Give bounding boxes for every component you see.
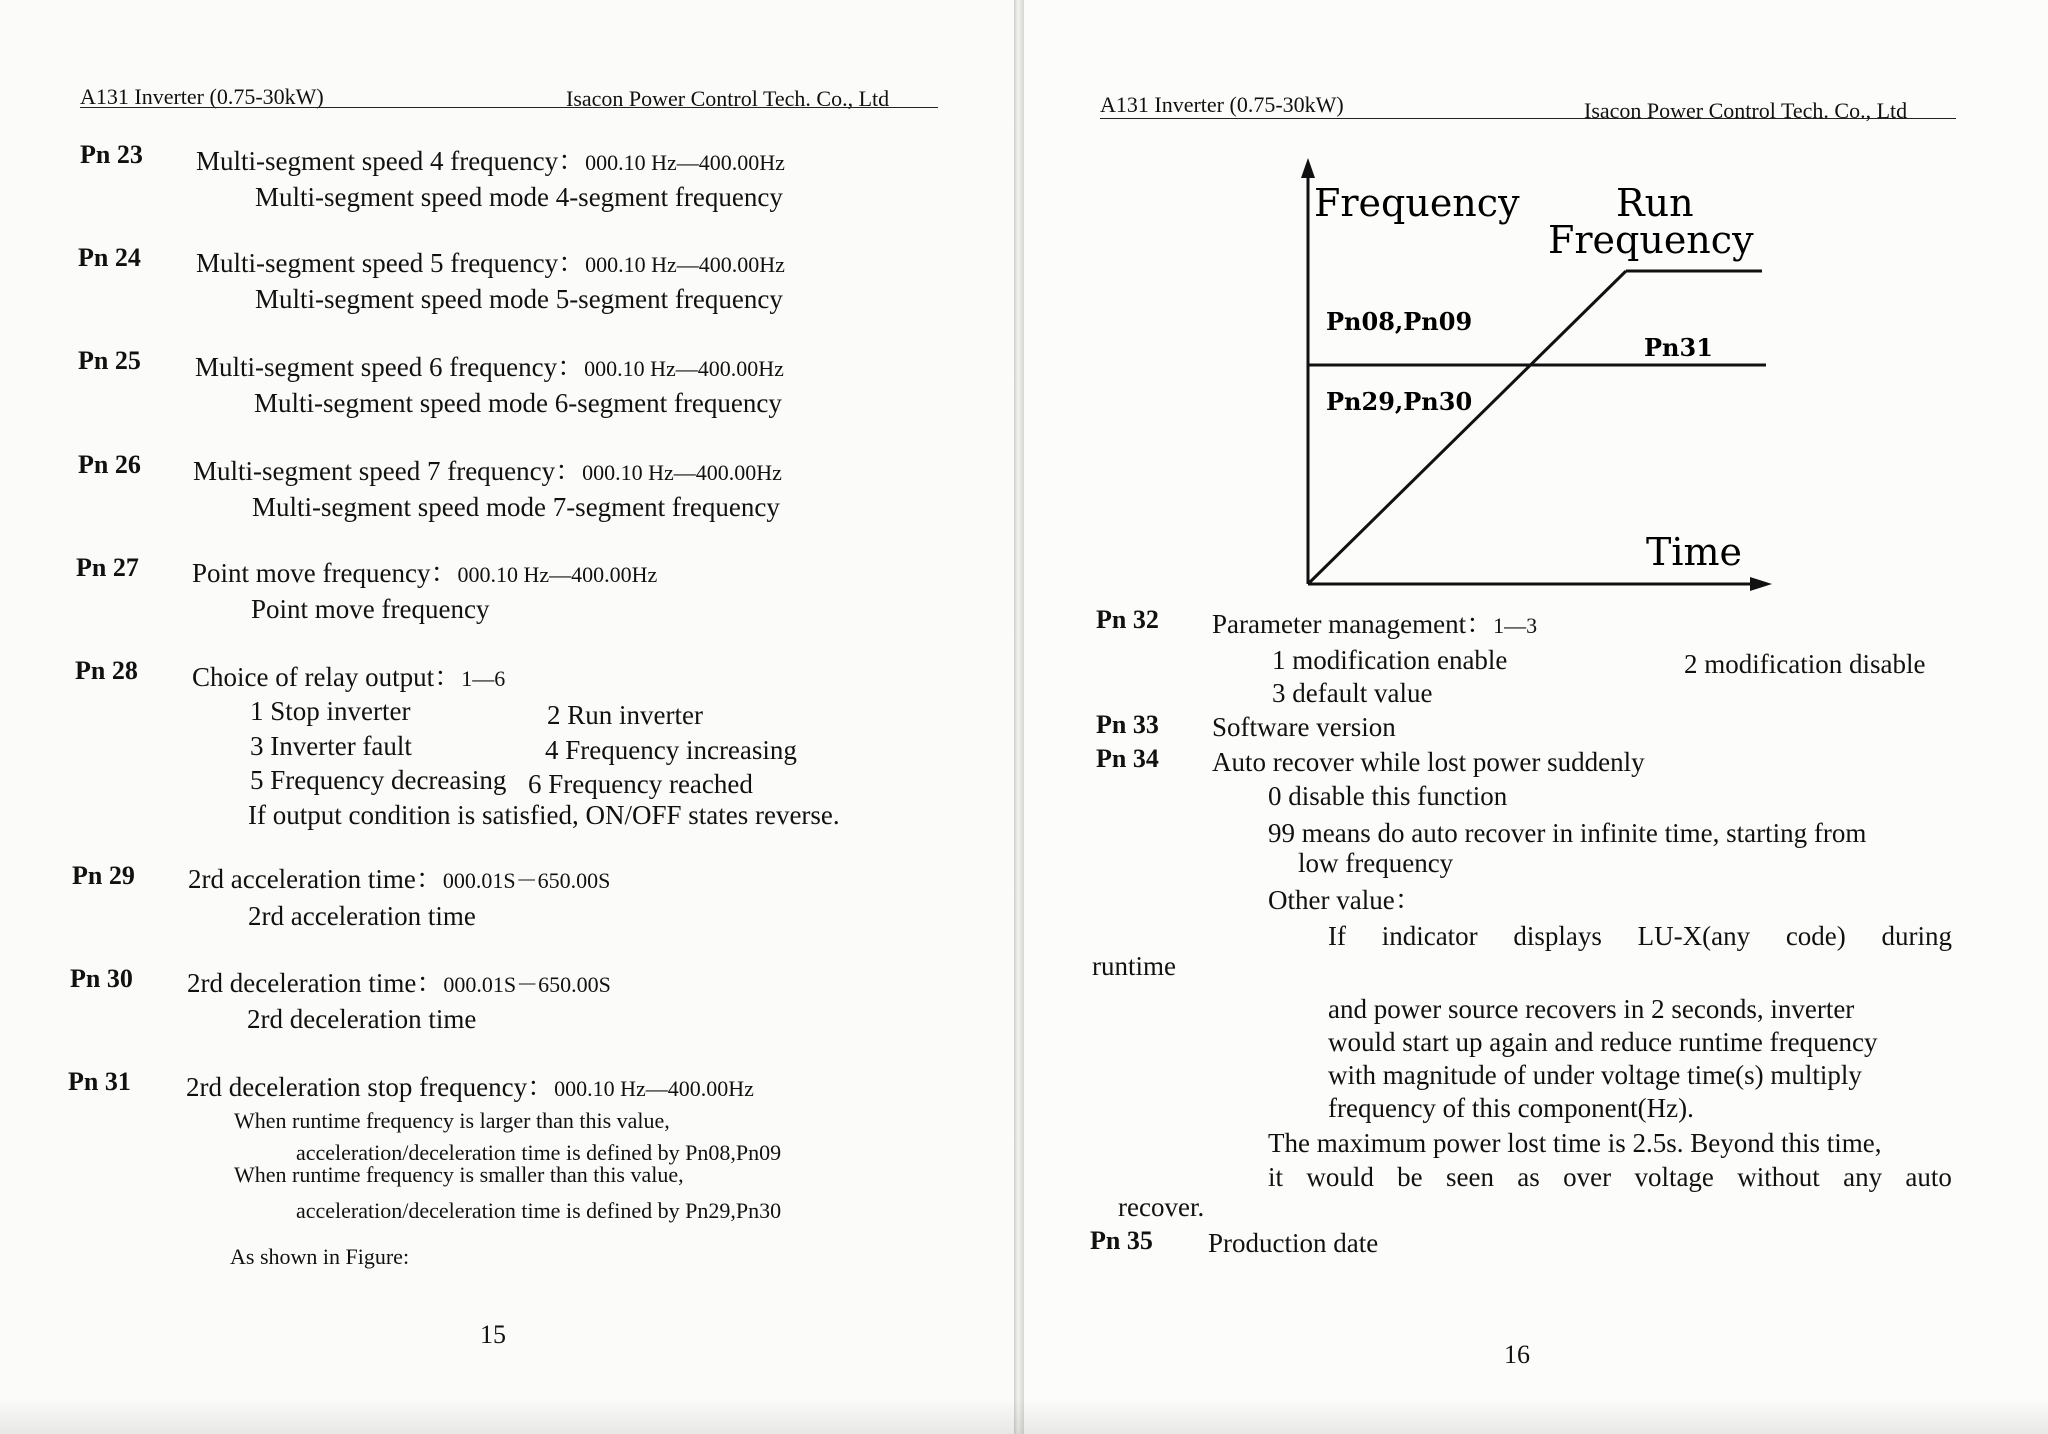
param-desc: Multi-segment speed mode 7-segment frequency: [252, 492, 780, 522]
param-title: Auto recover while lost power suddenly: [1212, 747, 1645, 777]
param-desc: 2rd acceleration time: [248, 901, 476, 931]
param-code: Pn 23: [80, 140, 143, 169]
param-code: Pn 28: [75, 656, 138, 685]
param-title: Multi-segment speed 7 frequency：000.10 Hz—400.00Hz: [193, 456, 782, 486]
relay-option: 5 Frequency decreasing: [250, 765, 507, 795]
param-desc: Multi-segment speed mode 4-segment frequency: [255, 182, 783, 212]
header-rule-right: [1100, 118, 1956, 119]
header-rule-left: [80, 107, 938, 108]
param-option: 2 modification disable: [1684, 649, 1926, 679]
param-line: Other value：: [1268, 885, 1422, 915]
param-title: Multi-segment speed 6 frequency：000.10 Hz—400.00Hz: [195, 352, 784, 382]
param-line: with magnitude of under voltage time(s) multiply: [1328, 1060, 1862, 1090]
header-model-right: A131 Inverter (0.75-30kW): [1100, 92, 1344, 117]
param-title: 2rd deceleration time：000.01S－650.00S: [187, 968, 611, 998]
justified-line: If indicator displays LU-X(any code) during: [1328, 921, 1952, 951]
param-desc: 2rd deceleration time: [247, 1004, 477, 1034]
param-code: Pn 33: [1096, 710, 1159, 739]
param-option: 3 default value: [1272, 678, 1433, 708]
figure-reference: As shown in Figure:: [230, 1244, 410, 1269]
x-axis-label: Time: [1646, 530, 1743, 574]
param-line: would start up again and reduce runtime frequency: [1328, 1027, 1878, 1057]
pn29-pn30-label: Pn29,Pn30: [1326, 387, 1473, 416]
param-code: Pn 32: [1096, 605, 1159, 634]
header-company-right: Isacon Power Control Tech. Co., Ltd: [1584, 98, 1908, 123]
relay-option: 6 Frequency reached: [528, 769, 753, 799]
y-axis-arrow: [1301, 158, 1315, 178]
param-title: Production date: [1208, 1228, 1379, 1258]
param-line: recover.: [1118, 1192, 1205, 1222]
header-model-left: A131 Inverter (0.75-30kW): [80, 84, 324, 109]
relay-option: 1 Stop inverter: [250, 696, 411, 726]
page-number-right: 16: [1504, 1340, 1530, 1369]
relay-option: 2 Run inverter: [547, 700, 703, 730]
param-title: Software version: [1212, 712, 1396, 742]
param-code: Pn 25: [78, 346, 141, 375]
param-note-line: acceleration/deceleration time is defined by Pn29,Pn30: [296, 1198, 782, 1223]
param-code: Pn 27: [76, 553, 139, 582]
param-code: Pn 34: [1096, 744, 1159, 773]
param-note-line: When runtime frequency is larger than this value,: [234, 1108, 670, 1133]
param-title: Point move frequency：000.10 Hz—400.00Hz: [192, 558, 658, 588]
param-code: Pn 29: [72, 861, 135, 890]
param-code: Pn 35: [1090, 1226, 1153, 1255]
param-code: Pn 30: [70, 964, 133, 993]
param-line: 99 means do auto recover in infinite time, starting from: [1268, 818, 1867, 848]
pn31-label: Pn31: [1644, 333, 1713, 362]
param-code: Pn 31: [68, 1067, 131, 1096]
param-desc: Multi-segment speed mode 5-segment frequency: [255, 284, 783, 314]
justified-line: it would be seen as over voltage without any auto: [1268, 1162, 1952, 1192]
param-title: Choice of relay output：1—6: [192, 662, 506, 692]
param-title: 2rd deceleration stop frequency：000.10 Hz—400.00Hz: [186, 1072, 754, 1102]
page-number-left: 15: [480, 1320, 506, 1349]
param-code: Pn 24: [78, 243, 141, 272]
param-line: and power source recovers in 2 seconds, inverter: [1328, 994, 1855, 1024]
param-title: Parameter management：1—3: [1212, 609, 1538, 639]
book-gutter: [1014, 0, 1024, 1434]
param-option: 1 modification enable: [1272, 645, 1508, 675]
pn08-pn09-label: Pn08,Pn09: [1326, 307, 1473, 336]
x-axis-arrow: [1750, 577, 1772, 591]
header-company-left: Isacon Power Control Tech. Co., Ltd: [566, 86, 890, 111]
param-desc: Multi-segment speed mode 6-segment frequency: [254, 388, 782, 418]
frequency-time-figure: [1280, 156, 1780, 606]
param-line: runtime: [1092, 951, 1176, 981]
param-code: Pn 26: [78, 450, 141, 479]
param-line: low frequency: [1298, 848, 1454, 878]
param-title: Multi-segment speed 4 frequency：000.10 Hz—400.00Hz: [196, 146, 785, 176]
param-desc: Point move frequency: [251, 594, 490, 624]
param-title: Multi-segment speed 5 frequency：000.10 Hz—400.00Hz: [196, 248, 785, 278]
relay-option: 3 Inverter fault: [250, 731, 412, 761]
run-label-1: Run: [1616, 181, 1694, 225]
param-note-line: When runtime frequency is smaller than this value,: [234, 1162, 684, 1187]
scan-bottom-shade: [0, 1398, 2048, 1434]
param-note-line: acceleration/deceleration time is defined by Pn08,Pn09: [296, 1140, 782, 1165]
param-line: frequency of this component(Hz).: [1328, 1093, 1694, 1123]
param-line: The maximum power lost time is 2.5s. Beyond this time,: [1268, 1128, 1882, 1158]
relay-note: If output condition is satisfied, ON/OFF states reverse.: [248, 800, 840, 830]
param-line: 0 disable this function: [1268, 781, 1508, 811]
run-label-2: Frequency: [1548, 218, 1754, 262]
y-axis-label: Frequency: [1314, 181, 1520, 225]
relay-option: 4 Frequency increasing: [545, 735, 797, 765]
param-title: 2rd acceleration time：000.01S－650.00S: [188, 864, 611, 894]
